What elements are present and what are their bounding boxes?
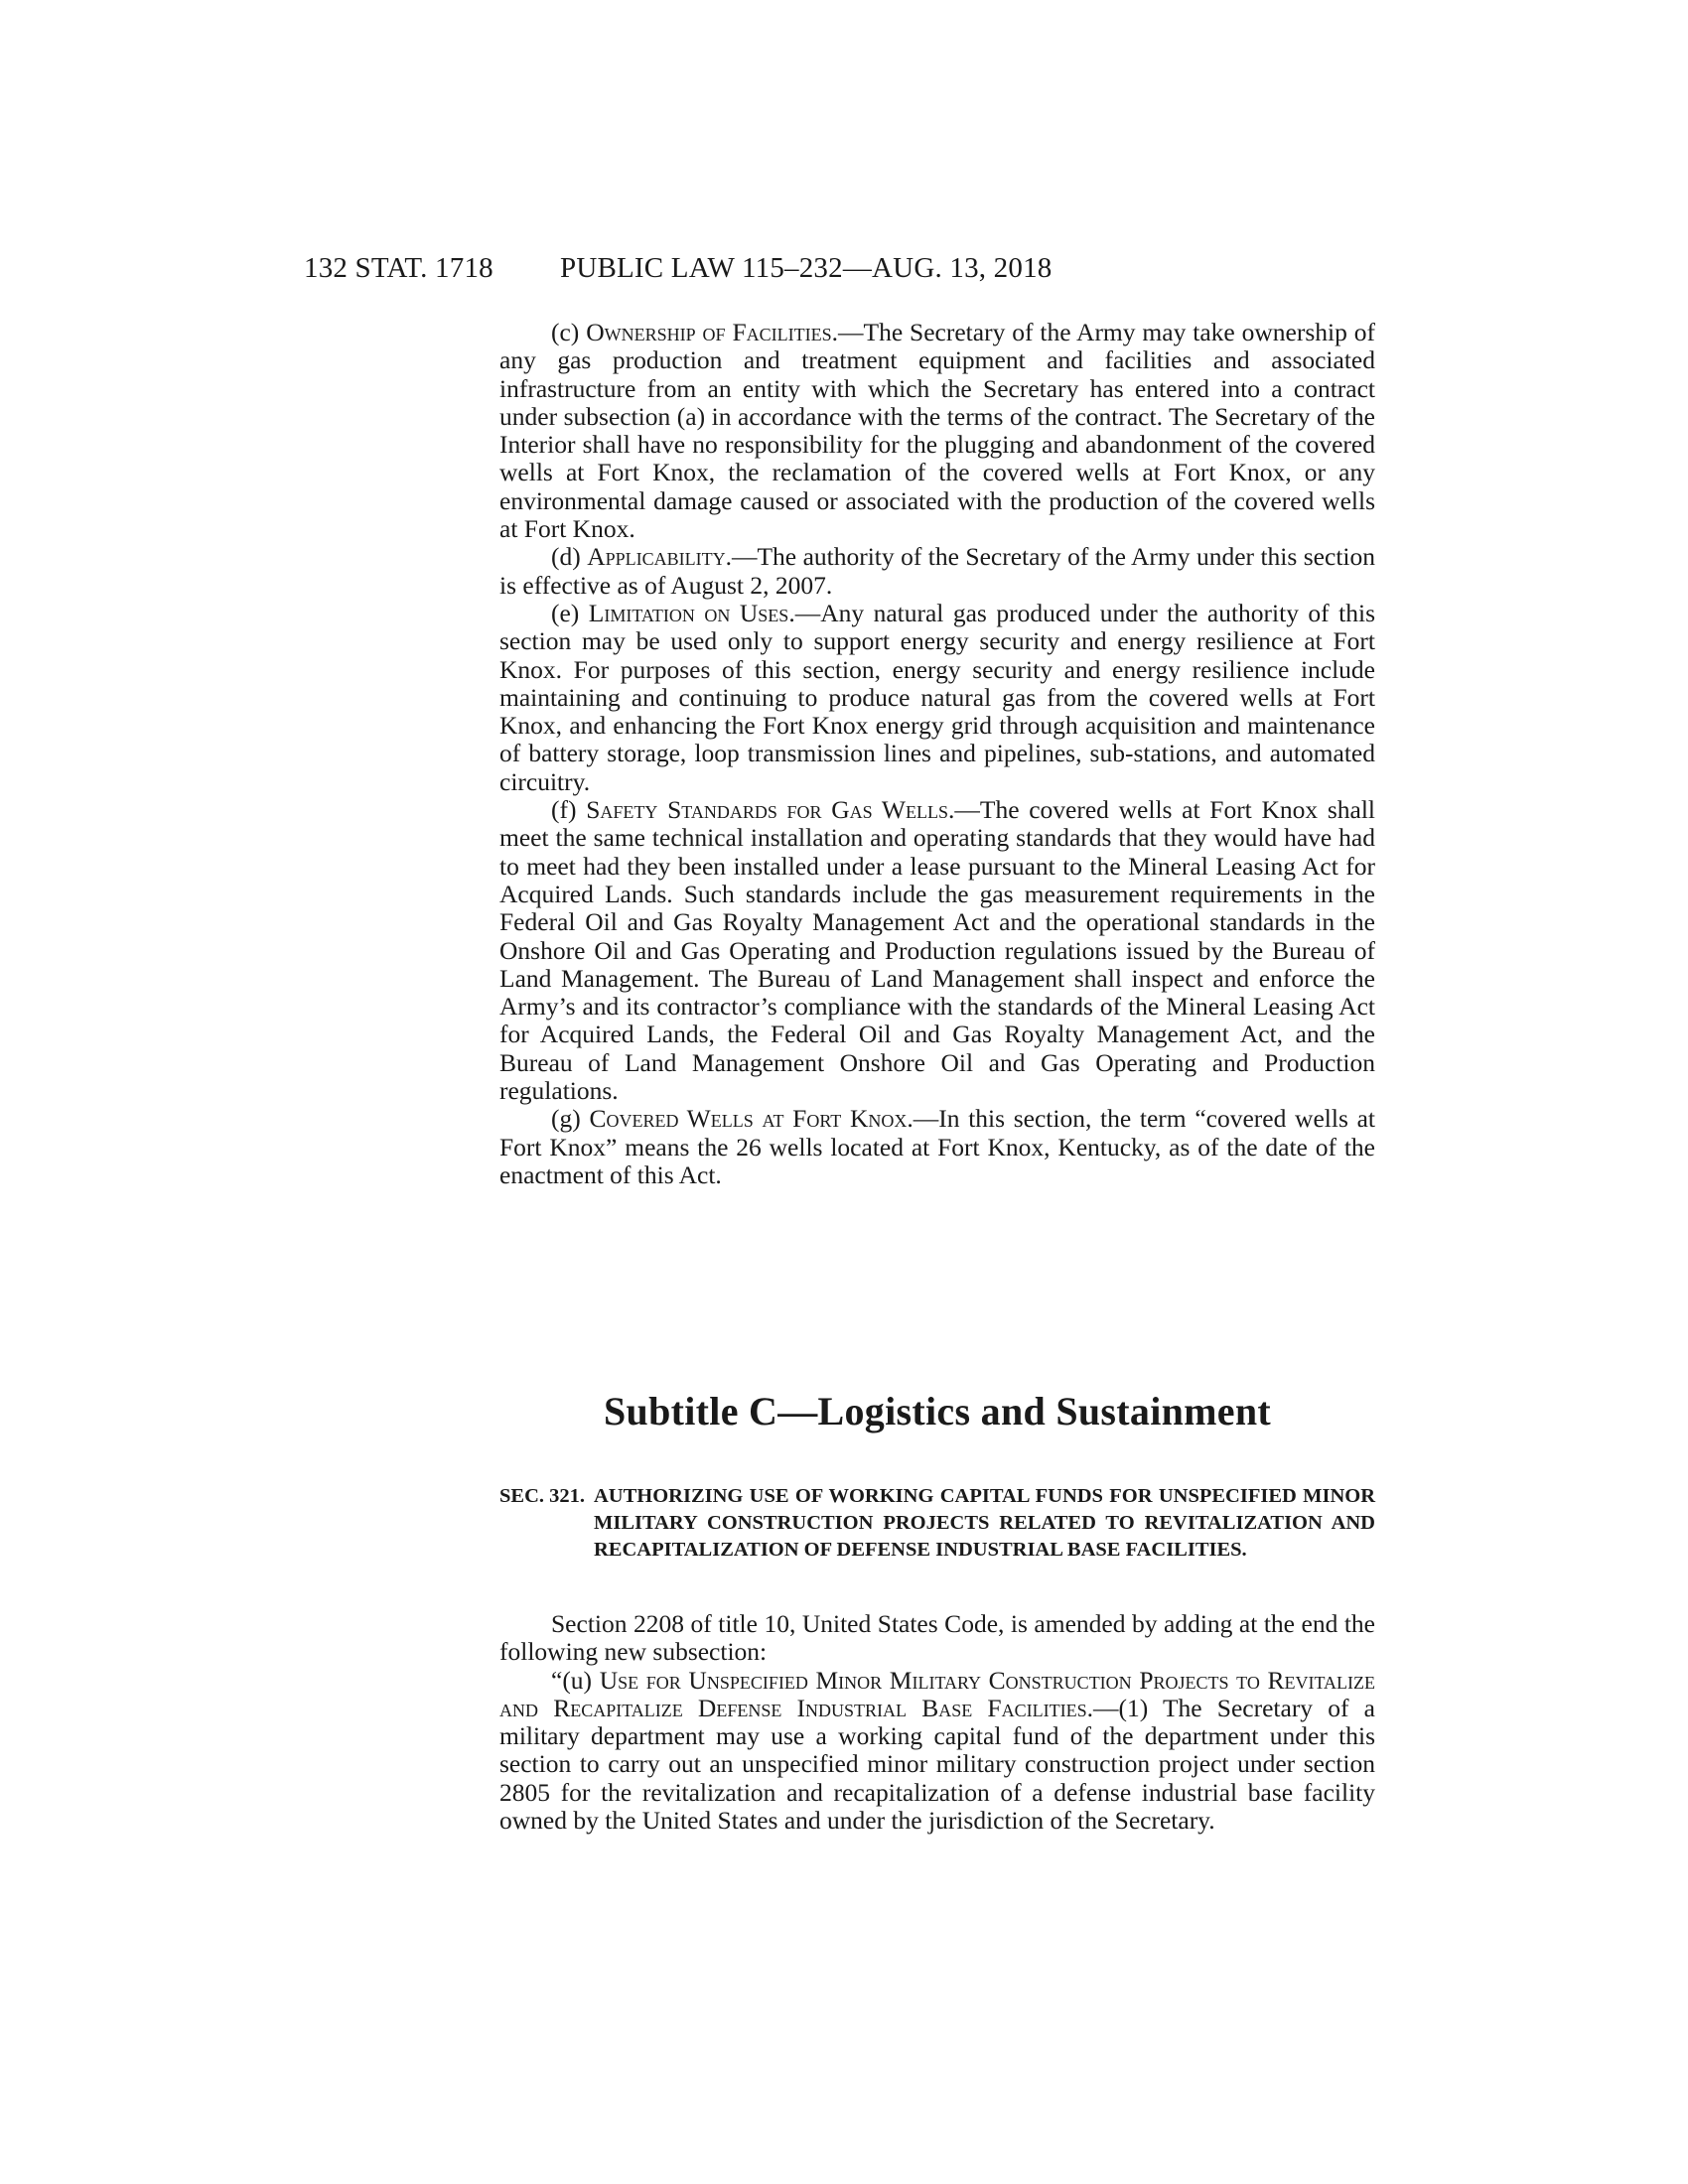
paragraph-label: (g): [551, 1104, 581, 1134]
paragraph-label: (e): [551, 598, 580, 627]
subsection-u: “(u) Use for Unspecified Minor Military Construction Projects to Revitalize and Recapitalize Defense Industrial Base Facilities.—(1) The Secretary of a military department may use a working capital fund of the department under this section to carry out an unspecified minor military construction project under section 2805 for the revitalization and recapitalization of a defense industrial base facility owned by the United States and under the jurisdiction of the Secretary.: [499, 1665, 1376, 1836]
paragraph-text: In this section, the term “covered wells at Fort Knox” means the 26 wells located at Fort Knox, Kentucky, as of the date of the enactment of this Act.: [499, 1104, 1375, 1189]
section-321-body: [499, 1610, 1375, 1835]
running-header: [304, 252, 1225, 292]
section-title: AUTHORIZING USE OF WORKING CAPITAL FUNDS FOR UNSPECIFIED MINOR MILITARY CONSTRUCTION PROJECTS RELATED TO REVITALIZATION AND RECAPITALIZATION OF DEFENSE INDUSTRIAL BASE FACILITIES.: [594, 1485, 1375, 1561]
section-number: SEC. 321.: [499, 1485, 586, 1507]
paragraph-d: (d) Applicability.—The authority of the Secretary of the Army under this section is effective as of August 2, 2007.: [499, 542, 1375, 600]
subsection-text: (1) The Secretary of a military department may use a working capital fund of the department under this section to carry out an unspecified minor military construction project under section 2805 for the revitalization and recapitalization of a defense industrial base facility owned by the United States and under the jurisdiction of the Secretary.: [499, 1693, 1376, 1836]
paragraph-text: The covered wells at Fort Knox shall meet the same technical installation and operating standards that they would have had to meet had they been installed under a lease pursuant to the Mineral Leasing Act for Acquired Lands. Such standards include the gas measurement requirements in the Federal Oil and Gas Royalty Management Act and the operational standards in the Onshore Oil and Gas Operating and Production regulations issued by the Bureau of Land Management. The Bureau of Land Management shall inspect and enforce the Army’s and its contractor’s compliance with the standards of the Mineral Leasing Act for Acquired Lands, the Federal Oil and Gas Royalty Management Act, and the Bureau of Land Management Onshore Oil and Gas Operating and Production regulations.: [499, 795, 1376, 1106]
paragraph-f: (f) Safety Standards for Gas Wells.—The covered wells at Fort Knox shall meet the same technical installation and operating standards that they would have had to meet had they been installed under a lease pursuant to the Mineral Leasing Act for Acquired Lands. Such standards include the gas measurement requirements in the Federal Oil and Gas Royalty Management Act and the operational standards in the Onshore Oil and Gas Operating and Production regulations issued by the Bureau of Land Management. The Bureau of Land Management shall inspect and enforce the Army’s and its contractor’s compliance with the standards of the Mineral Leasing Act for Acquired Lands, the Federal Oil and Gas Royalty Management Act, and the Bureau of Land Management Onshore Oil and Gas Operating and Production regulations.: [499, 795, 1376, 1106]
section-intro: Section 2208 of title 10, United States Code, is amended by adding at the end the following new subsection:: [499, 1609, 1375, 1667]
paragraph-text: Any natural gas produced under the authority of this section may be used only to support energy security and energy resilience at Fort Knox. For purposes of this section, energy security and energy resilience include maintaining and continuing to produce natural gas from the covered wells at Fort Knox, and enhancing the Fort Knox energy grid through acquisition and maintenance of battery storage, loop transmission lines and pipelines, sub-stations, and automated circuitry.: [499, 598, 1375, 796]
paragraph-heading: Covered Wells at Fort Knox: [589, 1104, 908, 1134]
paragraph-label: (d): [551, 542, 581, 572]
paragraph-e: (e) Limitation on Uses.—Any natural gas produced under the authority of this section may be used only to support energy security and energy resilience at Fort Knox. For purposes of this section, energy security and energy resilience include maintaining and continuing to produce natural gas from the covered wells at Fort Knox, and enhancing the Fort Knox energy grid through acquisition and maintenance of battery storage, loop transmission lines and pipelines, sub-stations, and automated circuitry.: [499, 598, 1375, 796]
paragraph-heading: Applicability: [587, 542, 726, 572]
section-heading: [499, 1483, 1375, 1564]
paragraph-text: The Secretary of the Army may take ownership of any gas production and treatment equipment and facilities and associated infrastructure from an entity with which the Secretary has entered into a contract under subsection (a) in accordance with the terms of the contract. The Secretary of the Interior shall have no responsibility for the plugging and abandonment of the covered wells at Fort Knox, the reclamation of the covered wells at Fort Knox, or any environmental damage caused or associated with the production of the covered wells at Fort Knox.: [499, 318, 1375, 544]
paragraph-c: (c) Ownership of Facilities.—The Secretary of the Army may take ownership of any gas production and treatment equipment and facilities and associated infrastructure from an entity with which the Secretary has entered into a contract under subsection (a) in accordance with the terms of the contract. The Secretary of the Interior shall have no responsibility for the plugging and abandonment of the covered wells at Fort Knox, the reclamation of the covered wells at Fort Knox, or any environmental damage caused or associated with the production of the covered wells at Fort Knox.: [499, 318, 1375, 544]
paragraph-label: (c): [551, 318, 580, 346]
subtitle-heading: Subtitle C—Logistics and Sustainment: [603, 1389, 1272, 1433]
paragraph-text: The authority of the Secretary of the Army under this section is effective as of August 2, 2007.: [499, 542, 1375, 600]
paragraph-g: (g) Covered Wells at Fort Knox.—In this section, the term “covered wells at Fort Knox” means the 26 wells located at Fort Knox, Kentucky, as of the date of the enactment of this Act.: [499, 1104, 1375, 1189]
stat-reference: 132 STAT. 1718: [304, 252, 493, 284]
subsection-label: “(u): [551, 1665, 593, 1695]
law-reference: PUBLIC LAW 115–232—AUG. 13, 2018: [560, 252, 1053, 284]
subsection-heading: Use for Unspecified Minor Military Construction Projects to Revitalize and Recapitalize Defense Industrial Base Facilities: [499, 1665, 1375, 1722]
paragraph-heading: Ownership of Facilities: [586, 318, 832, 346]
paragraph-label: (f): [551, 795, 577, 825]
paragraph-heading: Limitation on Uses: [588, 598, 789, 627]
paragraph-heading: Safety Standards for Gas Wells: [586, 795, 948, 825]
section-body-continued: [499, 319, 1375, 1189]
